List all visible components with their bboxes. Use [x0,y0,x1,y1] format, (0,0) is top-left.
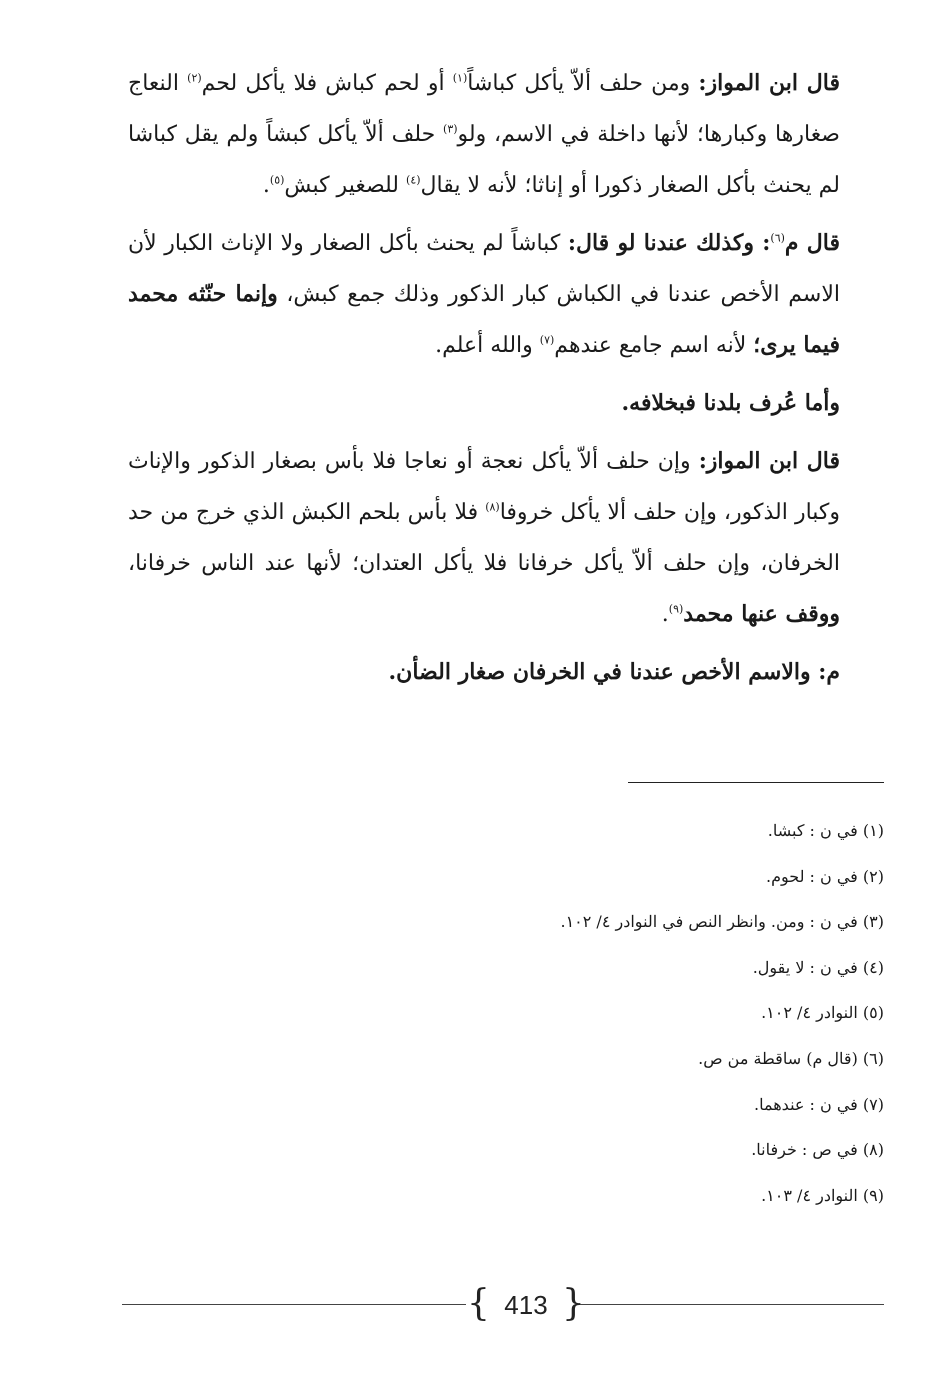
footnote: (٤) في ن : لا يقول. [752,957,884,977]
footnote-ref: (٧) [539,333,555,347]
text-run: النعاج صغارها وكبارها؛ لأنها داخلة في الاسم، ولو [128,71,840,147]
footnote: (٩) النوادر ٤/ ١٠٣. [761,1185,884,1205]
text-run: فلا بأس بلحم الكبش الذي خرج من حد الخرفان، وإن حلف ألاّ يأكل خرفانا فلا يأكل العتدان؛ لأنها عند الناس خرفانا، [128,500,840,576]
bold-phrase: قال م [784,230,840,256]
page-number: 413 [504,1290,548,1320]
text-run: لأنه اسم جامع عندهم [554,333,754,358]
footnote-separator [628,782,884,783]
text-run: . [262,173,270,198]
footnote: (١) في ن : كبشا. [767,821,884,840]
footnote-ref: (٦) [770,231,785,245]
bold-phrase: ووقف عنها محمد [683,601,840,627]
footnote-ref: (٣) [443,122,458,136]
footnote: (٦) (قال م) ساقطة من ص. [698,1048,884,1068]
bold-phrase: م: والاسم الأخص عندنا في الخرفان صغار الضأن. [388,659,840,685]
footnote: (٣) في ن : ومن. وانظر النص في النوادر ٤/ ١٠٢. [560,912,884,932]
footnote-ref: (٤) [406,173,421,187]
bold-phrase: وإنما حنّثه محمد فيما يرى؛ [128,281,840,358]
text-run: . [661,602,669,627]
bold-phrase: قال ابن المواز: [698,70,841,96]
footnote: (٥) النوادر ٤/ ١٠٢. [761,1003,884,1023]
paragraph [128,218,840,371]
text-run: للصغير كبش [284,173,407,198]
text-run: أو لحم كباش فلا يأكل لحم [201,71,453,96]
footnote-ref: (٩) [668,602,684,616]
footnotes [500,808,884,1218]
footer-line-right [580,1304,884,1305]
paragraph [128,378,840,429]
paragraph [128,436,840,640]
footnote: (٨) في ص : خرفانا. [751,1140,884,1160]
footnote: (٢) في ن : لحوم. [765,866,884,886]
text-run: ومن حلف ألاّ يأكل كباشاً [467,71,699,96]
footnote-ref: (١) [452,71,468,85]
text-run: كباشاً لم يحنث بأكل الصغار ولا الإناث الكبار لأن الاسم الأخص عندنا في الكباش كبار الذكور وذلك جمع كبش، [128,231,840,307]
main-text [128,58,840,705]
footnote-ref: (٢) [187,71,202,85]
text-run: وإن حلف ألاّ يأكل نعجة أو نعاجا فلا بأس بصغار الذكور والإناث وكبار الذكور، وإن حلف ألا يأكل خروفا [128,449,841,525]
footer-bracket-left: { [467,1283,490,1324]
page-footer [122,1282,884,1332]
bold-phrase: وأما عُرف بلدنا فبخلافه. [621,390,840,416]
bold-phrase: : وكذلك عندنا لو قال: [567,230,771,256]
text-run: حلف ألاّ يأكل كبشاً ولم يقل كباشا لم يحنث بأكل الصغار ذكورا أو إناثا؛ لأنه لا يقال [128,122,840,198]
footer-bracket-right: } [562,1283,585,1324]
paragraph [128,647,840,698]
footnote-ref: (٥) [269,173,285,187]
paragraph [128,58,840,211]
bold-phrase: قال ابن المواز: [698,448,840,474]
footnote-ref: (٨) [485,500,500,514]
footer-line-left [122,1304,466,1305]
footnote: (٧) في ن : عندهما. [754,1094,884,1114]
text-run: والله أعلم. [435,333,540,358]
